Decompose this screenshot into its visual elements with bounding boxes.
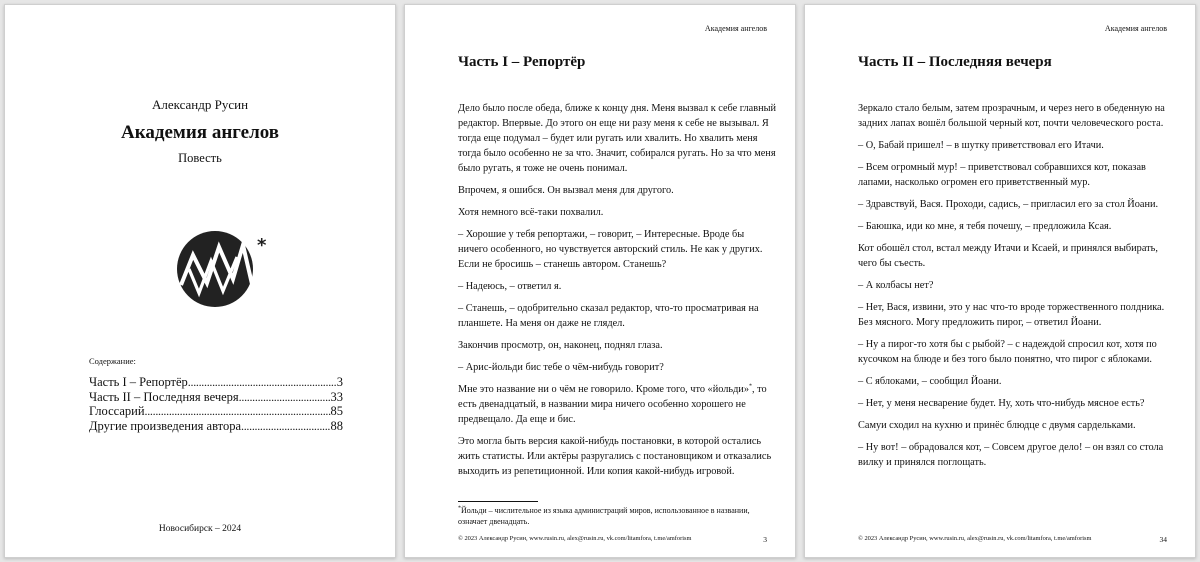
running-head: Академия ангелов — [1104, 24, 1167, 33]
toc-entry[interactable] — [89, 390, 343, 405]
paragraph: – А колбасы нет? — [858, 280, 934, 291]
paragraph-text-after-note: , то есть двенадцатый, в названии мира ничего особенно хорошего не предвещало. Да еще и бис. — [458, 384, 767, 425]
paragraph: – Хорошие у тебя репортажи, – говорит, – Интересные. Вроде бы ничего особенного, но чувствуется авторский стиль. Не как у других. Если не бросишь – станешь автором. Станешь? — [458, 229, 763, 270]
toc-label: Содержание: — [89, 356, 136, 366]
footnote — [458, 505, 776, 527]
paragraph: – Станешь, – одобрительно сказал редактор, что-то просматривая на планшете. На меня он даже не глядел. — [458, 303, 759, 329]
text-page-part-2 — [804, 4, 1196, 558]
paragraph: – Ну вот! – обрадовался кот, – Совсем другое дело! – он взял со стола вилку и принялся поглощать. — [858, 442, 1164, 468]
book-subtitle: Повесть — [178, 151, 222, 165]
paragraph: – Арис-йольди бис тебе о чём-нибудь говорит? — [458, 362, 664, 373]
paragraph: Самуи сходил на кухню и принёс блюдце с двумя сардельками. — [858, 420, 1136, 431]
paragraph: – Нет, у меня несварение будет. Ну, хоть что-нибудь мясное есть? — [858, 398, 1145, 409]
toc-leader — [145, 404, 331, 419]
toc-entry-page: 85 — [330, 404, 343, 418]
paragraph: – С яблоками, – сообщил Йоани. — [858, 376, 1002, 387]
toc-leader — [188, 375, 337, 390]
toc-entry-page: 88 — [330, 418, 343, 433]
toc-entry[interactable] — [89, 404, 343, 419]
paragraph: – О, Бабай пришел! – в шутку приветствовал его Итачи. — [858, 140, 1104, 151]
copyright-footer: © 2023 Александр Русин, www.rusin.ru, alex@rusin.ru, vk.com/litamfora, t.me/amforism — [858, 535, 1092, 542]
toc-entry-page: 3 — [336, 375, 343, 389]
page-number: 3 — [763, 535, 767, 544]
footnote-divider — [458, 501, 538, 502]
toc-entry-title: Часть I – Репортёр — [89, 375, 188, 389]
footnote-mark: * — [458, 505, 461, 512]
title-page — [4, 4, 396, 558]
paragraph: – Надеюсь, – ответил я. — [458, 281, 562, 292]
toc-entry[interactable] — [89, 375, 343, 390]
paragraph: Хотя немного всё-таки похвалил. — [458, 207, 604, 218]
svg-text:*: * — [257, 235, 267, 256]
paragraph: – Нет, Вася, извини, это у нас что-то вроде торжественного полдника. Без мясного. Могу предложить пирог, – ответил Йоани. — [858, 302, 1165, 328]
paragraph: – Ну а пирог-то хотя бы с рыбой? – с надеждой спросил кот, хотя по кусочком на блюде и без того было понятно, что пирог с яблоками. — [858, 339, 1157, 365]
page-number: 34 — [1159, 535, 1167, 544]
paragraph: Зеркало стало белым, затем прозрачным, и через него в обеденную на задних лапах вошёл большой черный кот, почти человеческого роста. — [858, 103, 1165, 129]
toc-leader — [241, 419, 330, 434]
book-title: Академия ангелов — [120, 122, 280, 143]
toc-entry-title: Другие произведения автора — [89, 418, 242, 433]
copyright-footer: © 2023 Александр Русин, www.rusin.ru, alex@rusin.ru, vk.com/litamfora, t.me/amforism — [458, 535, 692, 542]
paragraph: Впрочем, я ошибся. Он вызвал меня для другого. — [458, 185, 674, 196]
paragraph: Кот обошёл стол, встал между Итачи и Ксаей, и принялся выбирать, чего бы съесть. — [858, 243, 1158, 269]
paragraph: – Баюшка, иди ко мне, я тебя почешу, – предложила Ксая. — [858, 221, 1112, 232]
paragraph-with-footnote — [458, 382, 776, 427]
toc-leader — [239, 390, 331, 405]
table-of-contents — [89, 375, 343, 433]
running-head: Академия ангелов — [704, 24, 767, 33]
chapter-title: Часть I – Репортёр — [458, 54, 586, 70]
footnote-reference[interactable]: * — [748, 383, 752, 390]
paragraph: Это могла быть версия какой-нибудь постановки, в которой остались жить статисты. Или актёры разругались с постановщиком и отказались выходить из репетиционной. Или копия какой-нибудь игровой. — [458, 436, 772, 477]
author-name: Александр Русин — [151, 97, 249, 112]
chapter-title: Часть II – Последняя вечеря — [858, 54, 1052, 70]
toc-entry-title: Часть II – Последняя вечеря — [89, 389, 239, 404]
toc-entry[interactable] — [89, 419, 343, 434]
paragraph: Закончив просмотр, он, наконец, поднял глаза. — [458, 340, 663, 351]
paragraph: – Здравствуй, Вася. Проходи, садись, – пригласил его за стол Йоани. — [858, 199, 1159, 210]
body-text — [458, 101, 776, 486]
toc-entry-title: Глоссарий — [89, 404, 145, 418]
body-text — [858, 101, 1176, 477]
toc-entry-page: 33 — [330, 389, 343, 404]
footnote-text: Йольди – числительное из языка администраций миров, использованное в названии, означает двенадцать. — [458, 506, 750, 526]
paragraph: – Всем огромный мур! – приветствовал собравшихся кот, показав лапами, насколько огромен его приветственный мур. — [858, 162, 1146, 188]
angel-wave-logo-icon — [177, 217, 273, 313]
paragraph-text-before-note: Мне это название ни о чём не говорило. Кроме того, что «йольди» — [458, 384, 749, 395]
city-year: Новосибирск – 2024 — [158, 524, 242, 534]
paragraph: Дело было после обеда, ближе к концу дня. Меня вызвал к себе главный редактор. Впервые. До этого он еще ни разу меня к себе не вызывал. Я тогда еще подумал – будет или ругать или хвалить. Но хвалить меня тогда было особенно не за что. Значит, собирался ругать. Но за что меня было ругать, я тоже не очень понимал. — [458, 103, 777, 174]
text-page-part-1 — [404, 4, 796, 558]
